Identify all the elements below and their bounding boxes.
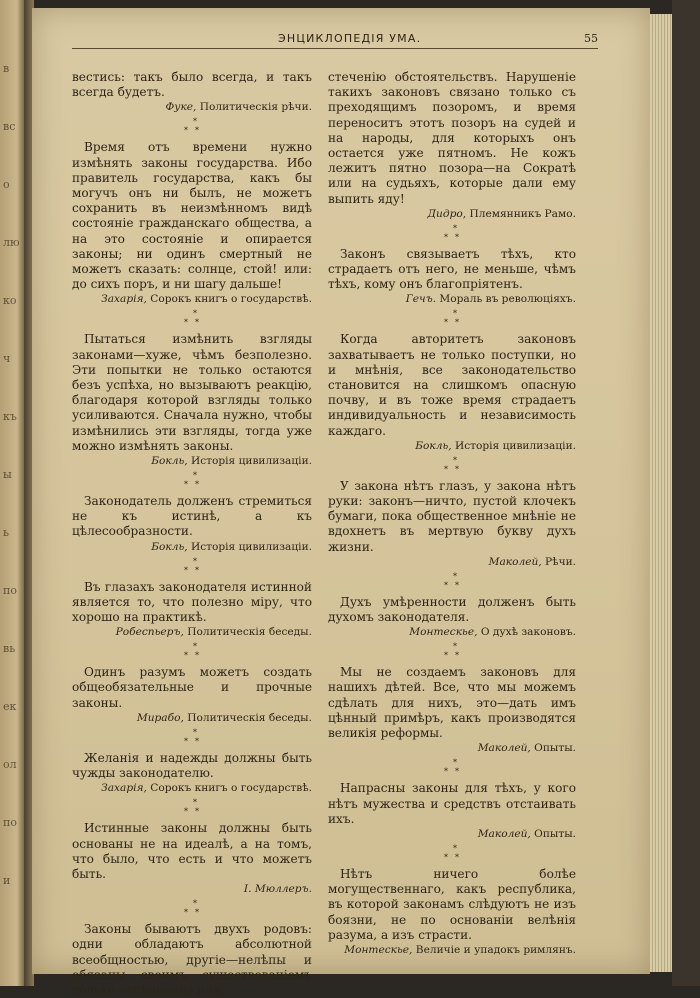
facing-page-fragment: ек [3,700,17,713]
facing-page-fragment: ь [3,526,9,539]
quote-text: Духъ умѣренности долженъ быть духомъ законодателя. [328,594,576,625]
asterism-divider: * ** [444,758,466,777]
quote-text: Законъ связываетъ тѣхъ, кто страдаетъ отъ него, не меньше, чѣмъ тѣхъ, кому онъ благопріятенъ. [328,246,576,292]
quote-text: Время отъ времени нужно измѣнять законы государства. Ибо правитель государства, какъ бы могучъ онъ ни былъ, не можетъ сохранить въ неизмѣнномъ видѣ состояніе гражданскаго общества, а на это состояніе и опирается законы; ни одинъ смертный не можетъ сказать: солнце, стой! или: до сихъ поръ, и ни шагу дальше! [72,140,312,292]
facing-page-fragment: ч [3,352,11,365]
asterism-divider: * ** [444,455,466,474]
quote-source [328,828,576,841]
source-work: О духѣ законовъ. [480,626,576,639]
running-title: ЭНЦИКЛОПЕДІЯ УМА. [278,32,422,45]
quote-text: Желанія и надежды должны быть чужды законодателю. [72,750,312,781]
quote-source [328,440,576,453]
facing-page-fragment: ол [3,758,17,771]
running-head [72,32,598,49]
source-author: Мирабо, [136,711,184,724]
source-author: Бокль, [151,540,188,553]
facing-page-fragment: вь [3,642,16,655]
source-work: Исторія цивилизаціи. [190,540,312,553]
source-author: Захарія, [101,293,147,306]
facing-page-fragment: и [3,874,11,887]
left-column [72,70,312,998]
source-author: Захарія, [101,782,147,795]
asterism-divider: * ** [184,642,206,661]
quote-source [328,208,576,221]
quote-text: Одинъ разумъ можетъ создать общеобязательные и прочные законы. [72,665,312,710]
asterism-divider: * ** [444,843,466,862]
facing-page-fragment: ко [3,294,17,307]
source-author: Маколей, [477,742,531,755]
page-stack-edge [650,14,672,972]
source-work: Политическія рѣчи. [199,101,312,114]
facing-page-fragment: в [3,62,10,75]
source-author: Маколей, [488,555,542,568]
quote-source [72,455,312,468]
source-author: Дидро, [427,207,467,220]
quote-text: Законодатель долженъ стремиться не къ истинѣ, а къ цѣлесообразности. [72,494,312,539]
quote-source [328,944,576,957]
asterism-divider: * ** [184,309,206,328]
asterism-divider: * ** [184,798,206,817]
book-page [32,8,650,997]
facing-page-fragment: вс [3,120,16,133]
asterism-divider: * ** [444,223,466,242]
source-author: Бокль, [151,455,188,468]
quote-text: У закона нѣтъ глазъ, у закона нѣтъ руки: законъ—ничто, пустой клочекъ бумаги, пока общественное мнѣніе не вдохнетъ въ мертвую букву духъ жизни. [328,478,576,554]
quote-text: Напрасны законы для тѣхъ, у кого нѣтъ мужества и средствъ отстаивать ихъ. [328,781,576,826]
source-author: Бокль, [415,439,452,452]
source-author: I. Мюллеръ. [243,883,312,896]
quote-text: Пытаться измѣнить взгляды законами—хуже, чѣмъ безполезно. Эти попытки не только остаются безъ успѣха, но вызываютъ реакцію, благодаря которой взгляды только усиливаются. Сначала нужно, чтобы измѣнились эти взгляды, тогда уже можно измѣнять законы. [72,332,312,453]
source-work: Величіе и упадокъ римлянъ. [415,943,576,956]
quote-source [328,293,576,306]
quote-source [72,712,312,725]
source-work: Сорокъ книгъ о государствѣ. [150,782,312,795]
source-author: Гечъ. [405,293,437,306]
quote-source [328,742,576,755]
source-work: Племянникъ Рамо. [469,207,576,220]
asterism-divider: * ** [444,642,466,661]
facing-page-fragment: по [3,584,17,597]
quote-text: Истинные законы должны быть основаны не на идеалѣ, а на томъ, что было, что есть и что можетъ быть. [72,821,312,881]
quote-text: Въ глазахъ законодателя истинной является то, что полезно міру, что хорошо на практикѣ. [72,579,312,625]
quote-text: Когда авторитетъ законовъ захватываетъ не только поступки, но и мнѣнія, все законодательство становится на слишкомъ опасную почву, и въ тоже время страдаетъ индивидуальность и независимость каждаго. [328,332,576,438]
source-work: Рѣчи. [545,555,576,568]
asterism-divider: * ** [444,571,466,590]
page-number: 55 [584,32,598,45]
facing-page-fragment: къ [3,410,17,423]
quote-text: Мы не создаемъ законовъ для нашихъ дѣтей. Все, что мы можемъ сдѣлать для нихъ, это—дать имъ цѣнный примѣръ, какъ производятся великія реформы. [328,665,576,741]
source-author: Монтескье, [344,943,413,956]
source-work: Исторія цивилизаціи. [190,455,312,468]
quote-source [72,626,312,639]
source-author: Фуке, [165,101,197,114]
asterism-divider: * ** [444,309,466,328]
source-work: Сорокъ книгъ о государствѣ. [150,293,312,306]
quote-source [72,293,312,306]
asterism-divider: * ** [184,899,206,918]
asterism-divider: * ** [184,117,206,136]
quote-source [72,883,312,896]
source-work: Мораль въ революціяхъ. [439,293,576,306]
facing-page-fragment: по [3,816,17,829]
facing-page-fragment: о [3,178,10,191]
facing-page-edge [0,0,24,986]
source-author: Маколей, [477,827,531,840]
dark-background [672,0,700,986]
source-work: Опыты. [534,827,576,840]
asterism-divider: * ** [184,556,206,575]
quote-source [328,626,576,639]
right-column [328,70,576,957]
quote-source [328,556,576,569]
source-work: Исторія цивилизаціи. [454,439,576,452]
facing-page-fragment: ы [3,468,12,481]
asterism-divider: * ** [184,471,206,490]
source-work: Опыты. [534,742,576,755]
source-work: Политическія беседы. [187,626,312,639]
facing-page-fragment: лю [3,236,20,249]
quote-source [72,541,312,554]
source-author: Монтескье, [409,626,478,639]
quote-source [72,782,312,795]
quote-text: Нѣтъ ничего болѣе могущественнаго, какъ республика, въ которой законамъ слѣдуютъ не изъ боязни, не по основаніи велѣнія разума, а изъ страсти. [328,866,576,942]
quote-source [72,101,312,114]
quote-text: Законы бываютъ двухъ родовъ: одни обладаютъ абсолютной всеобщностью, другіе—нелѣпы и обязаны своимъ существованіемъ только ослѣпленію или [72,922,312,997]
quote-text: вестись: такъ было всегда, и такъ всегда будетъ. [72,70,312,100]
quote-text: стеченію обстоятельствъ. Нарушеніе такихъ законовъ связано только съ преходящимъ позоромъ, и время переноситъ этотъ позоръ на судей и на народы, для которыхъ онъ остается уже пятномъ. Не кожъ лежитъ пятно позора—на Сократѣ или на судьяхъ, которые дали ему выпить яду! [328,70,576,206]
asterism-divider: * ** [184,727,206,746]
source-author: Робеспьеръ, [115,626,184,639]
source-work: Политическія беседы. [187,711,312,724]
